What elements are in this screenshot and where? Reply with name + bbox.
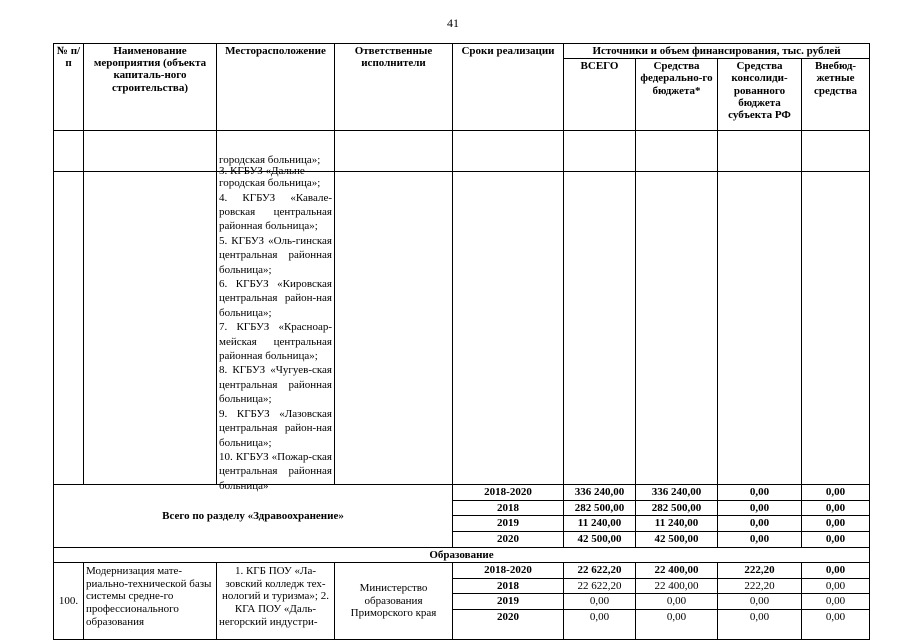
total-cell: 0,00	[564, 609, 636, 639]
location-top-text: городская больница»;	[219, 154, 321, 167]
regional-cell: 0,00	[718, 594, 802, 610]
item-100-name: Модернизация мате-риально-технической базы системы средне-го профессионального образования	[84, 563, 217, 640]
offbudget-cell: 0,00	[802, 500, 870, 516]
header-responsible: Ответственные исполнители	[335, 44, 453, 131]
header-no: № п/п	[54, 44, 84, 131]
federal-cell: 336 240,00	[636, 485, 718, 501]
period-cell: 2018	[453, 578, 564, 594]
total-cell: 0,00	[564, 594, 636, 610]
total-cell: 336 240,00	[564, 485, 636, 501]
financing-table	[53, 43, 870, 640]
regional-cell: 0,00	[718, 609, 802, 639]
offbudget-cell: 0,00	[802, 578, 870, 594]
list-item: 5. КГБУЗ «Оль-гинская центральная районная больница»;	[219, 234, 332, 276]
location-cell-list	[217, 165, 335, 492]
section-row	[54, 547, 870, 563]
education-section-title: Образование	[54, 547, 870, 563]
table-row	[54, 563, 870, 579]
header-period: Сроки реализации	[453, 44, 564, 131]
federal-cell: 0,00	[636, 609, 718, 639]
period-cell: 2019	[453, 594, 564, 610]
period-cell: 2019	[453, 516, 564, 532]
item-100-responsible: Министерство образования Приморского края	[335, 563, 453, 640]
total-cell: 42 500,00	[564, 531, 636, 547]
list-item: 7. КГБУЗ «Красноар-мейская центральная районная больница»;	[219, 321, 332, 363]
federal-cell: 22 400,00	[636, 578, 718, 594]
list-item: 6. КГБУЗ «Кировская центральная район-ная больница»;	[219, 278, 332, 319]
list-item: 8. КГБУЗ «Чугуев-ская центральная районная больница»;	[219, 364, 332, 406]
header-name: Наименование мероприятия (объекта капиталь-ного строительства)	[84, 44, 217, 131]
offbudget-cell: 0,00	[802, 516, 870, 532]
header-regional: Средства консолиди-рованного бюджета субъекта РФ	[718, 59, 802, 131]
regional-cell: 0,00	[718, 516, 802, 532]
regional-cell: 222,20	[718, 563, 802, 579]
regional-cell: 0,00	[718, 531, 802, 547]
list-item: городская больница»;	[219, 177, 321, 190]
period-cell: 2020	[453, 609, 564, 639]
period-cell: 2020	[453, 531, 564, 547]
regional-cell: 222,20	[718, 578, 802, 594]
federal-cell: 0,00	[636, 594, 718, 610]
federal-cell: 11 240,00	[636, 516, 718, 532]
period-cell: 2018	[453, 500, 564, 516]
item-100-location: 1. КГБ ПОУ «Ла-зовский колледж тех-нологий и туризма»; 2. КГА ПОУ «Даль-негорский индустри-	[217, 563, 335, 640]
list-item: 4. КГБУЗ «Кавале-ровская центральная районная больница»;	[219, 191, 332, 233]
list-item: 10. КГБУЗ «Пожар-ская центральная районная больница»	[219, 450, 332, 492]
offbudget-cell: 0,00	[802, 531, 870, 547]
header-federal: Средства федерально-го бюджета*	[636, 59, 718, 131]
location-overflow-text: 3. КГБУЗ «Дальне-	[219, 165, 309, 178]
offbudget-cell: 0,00	[802, 563, 870, 579]
table-row	[54, 485, 870, 501]
page-number: 41	[447, 16, 459, 30]
header-funding-group: Источники и объем финансирования, тыс. рублей	[564, 44, 870, 59]
total-cell: 282 500,00	[564, 500, 636, 516]
item-100-no: 100.	[54, 563, 84, 640]
header-total: ВСЕГО	[564, 59, 636, 131]
table-row	[54, 131, 870, 172]
header-offbudget: Внебюд-жетные средства	[802, 59, 870, 131]
regional-cell: 0,00	[718, 485, 802, 501]
healthcare-total-label: Всего по разделу «Здравоохранение»	[54, 485, 453, 547]
offbudget-cell: 0,00	[802, 594, 870, 610]
header-row-1	[54, 44, 870, 59]
federal-cell: 282 500,00	[636, 500, 718, 516]
list-item: 9. КГБУЗ «Лазовская центральная район-ная больница»;	[219, 407, 332, 449]
federal-cell: 42 500,00	[636, 531, 718, 547]
period-cell: 2018-2020	[453, 563, 564, 579]
total-cell: 22 622,20	[564, 578, 636, 594]
total-cell: 22 622,20	[564, 563, 636, 579]
table-row	[54, 172, 870, 485]
offbudget-cell: 0,00	[802, 609, 870, 639]
offbudget-cell: 0,00	[802, 485, 870, 501]
total-cell: 11 240,00	[564, 516, 636, 532]
location-list	[219, 176, 332, 493]
period-cell: 2018-2020	[453, 485, 564, 501]
federal-cell: 22 400,00	[636, 563, 718, 579]
regional-cell: 0,00	[718, 500, 802, 516]
header-location: Месторасположение	[217, 44, 335, 131]
